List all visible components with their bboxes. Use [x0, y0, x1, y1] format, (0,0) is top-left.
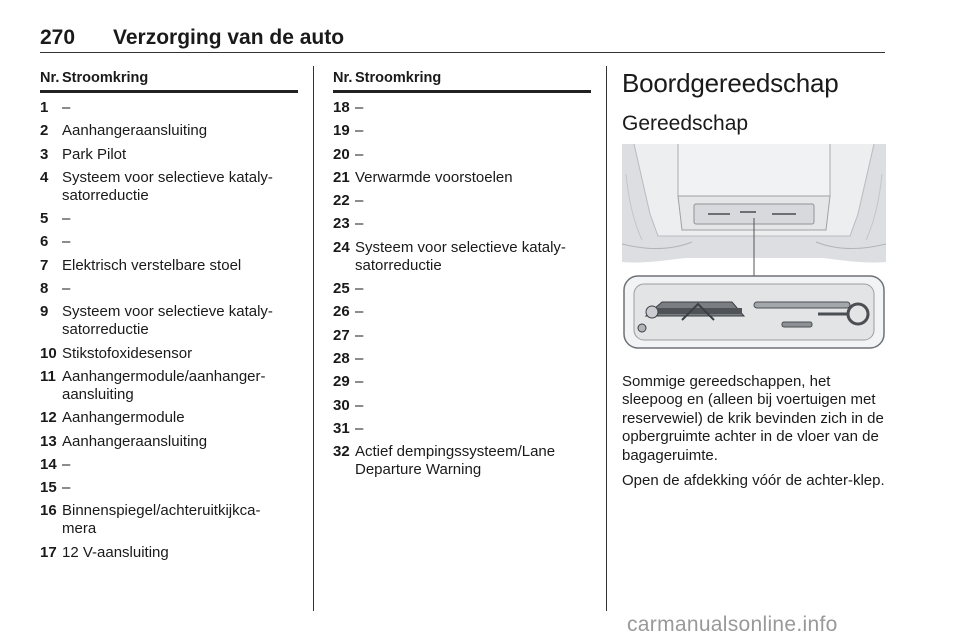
- table-body: [333, 99, 591, 479]
- section-subtitle: Gereedschap: [622, 112, 749, 135]
- row-number: 6: [40, 233, 49, 251]
- row-circuit: Elektrisch verstelbare stoel: [62, 256, 242, 274]
- row-number: 17: [40, 543, 57, 561]
- row-circuit: Systeem voor selectieve kataly- satorreductie: [62, 168, 273, 204]
- table-row: [40, 257, 298, 275]
- row-number: 31: [333, 419, 350, 437]
- row-circuit: –: [355, 280, 364, 298]
- row-circuit: –: [355, 145, 364, 163]
- table-header: [333, 66, 591, 93]
- table-row: [40, 345, 298, 363]
- table-row: [333, 303, 591, 321]
- row-circuit: –: [355, 192, 364, 210]
- row-circuit: Verwarmde voorstoelen: [355, 168, 513, 186]
- row-number: 30: [333, 396, 350, 414]
- row-number: 9: [40, 303, 49, 321]
- table-row: [40, 233, 298, 251]
- table-row: [333, 280, 591, 298]
- table-row: [333, 373, 591, 391]
- table-row: [40, 122, 298, 140]
- column-divider: [313, 66, 314, 611]
- row-number: 1: [40, 99, 49, 116]
- table-row: [40, 544, 298, 562]
- section-title: Boordgereedschap: [622, 68, 839, 98]
- table-row: [40, 502, 298, 538]
- row-number: 26: [333, 303, 350, 321]
- row-circuit: Aanhangeraansluiting: [62, 432, 208, 450]
- table-row: [333, 350, 591, 368]
- row-number: 23: [333, 215, 350, 233]
- table-row: [333, 239, 591, 275]
- row-number: 24: [333, 238, 350, 256]
- row-number: 5: [40, 210, 49, 228]
- row-circuit: Aanhangermodule/aanhanger- aansluiting: [62, 367, 266, 403]
- table-row: [40, 433, 298, 451]
- row-number: 32: [333, 443, 350, 461]
- row-circuit: –: [355, 303, 364, 321]
- table-row: [40, 368, 298, 404]
- table-row: [40, 303, 298, 339]
- table-row: [40, 99, 298, 117]
- column-divider: [606, 66, 607, 611]
- car-rear-drawing: [622, 144, 886, 278]
- row-number: 8: [40, 280, 49, 298]
- row-circuit: –: [355, 326, 364, 344]
- page-number: 270: [40, 26, 76, 49]
- table-row: [333, 192, 591, 210]
- row-circuit: –: [62, 99, 71, 116]
- table-header: [40, 66, 298, 93]
- table-row: [40, 169, 298, 205]
- row-circuit: –: [355, 122, 364, 140]
- row-number: 7: [40, 256, 49, 274]
- paragraph: Sommige gereedschappen, het sleepoog en (alleen bij voertuigen met reservewiel) de krik bevinden zich in de opbergruimte achter in de vloer van de bagageruimte.: [622, 373, 884, 464]
- row-circuit: –: [355, 396, 364, 414]
- table-row: [40, 409, 298, 427]
- row-circuit: Aanhangermodule: [62, 409, 185, 427]
- row-number: 21: [333, 168, 350, 186]
- tools-section: [622, 66, 886, 490]
- table-row: [333, 122, 591, 140]
- row-number: 25: [333, 280, 350, 298]
- table-row: [40, 146, 298, 164]
- row-number: 27: [333, 326, 350, 344]
- row-number: 13: [40, 432, 57, 450]
- row-number: 11: [40, 367, 56, 385]
- row-circuit: –: [62, 210, 71, 228]
- table-row: [333, 327, 591, 345]
- row-number: 4: [40, 168, 49, 186]
- row-number: 19: [333, 122, 350, 140]
- row-circuit: –: [62, 455, 71, 473]
- table-row: [40, 456, 298, 474]
- fuse-table-right: [333, 66, 591, 479]
- page-title: Verzorging van de auto: [113, 26, 345, 49]
- row-number: 15: [40, 479, 57, 497]
- tool-tray-detail: [624, 276, 884, 348]
- fuse-table-left: [40, 66, 298, 562]
- row-circuit: Systeem voor selectieve kataly- satorreductie: [355, 238, 566, 274]
- column-header-nr: Nr.: [40, 70, 60, 86]
- table-row: [333, 146, 591, 164]
- row-number: 18: [333, 99, 350, 116]
- row-number: 14: [40, 455, 57, 473]
- row-number: 2: [40, 122, 49, 140]
- row-circuit: Park Pilot: [62, 145, 127, 163]
- table-row: [40, 210, 298, 228]
- row-number: 3: [40, 145, 49, 163]
- watermark: carmanualsonline.info: [627, 613, 838, 636]
- row-number: 20: [333, 145, 350, 163]
- column-header-nr: Nr.: [333, 70, 353, 86]
- column-header-circuit: Stroomkring: [62, 70, 149, 86]
- table-row: [333, 169, 591, 187]
- row-circuit: –: [355, 349, 364, 367]
- tool-storage-illustration: [622, 144, 886, 352]
- row-number: 22: [333, 192, 350, 210]
- row-circuit: Binnenspiegel/achteruitkijkca- mera: [62, 502, 261, 538]
- row-circuit: Stikstofoxidesensor: [62, 344, 193, 362]
- column-header-circuit: Stroomkring: [355, 70, 442, 86]
- row-circuit: –: [62, 280, 71, 298]
- table-row: [333, 397, 591, 415]
- row-number: 29: [333, 373, 350, 391]
- table-body: [40, 99, 298, 562]
- row-number: 28: [333, 349, 350, 367]
- row-circuit: –: [62, 479, 71, 497]
- row-circuit: –: [355, 373, 364, 391]
- row-circuit: –: [355, 99, 364, 116]
- row-number: 16: [40, 502, 57, 520]
- row-number: 12: [40, 409, 57, 427]
- table-row: [333, 420, 591, 438]
- table-row: [333, 215, 591, 233]
- table-row: [333, 99, 591, 117]
- page-header: [40, 22, 885, 53]
- row-circuit: 12 V-aansluiting: [62, 543, 169, 561]
- paragraph: Open de afdekking vóór de achter-klep.: [622, 472, 885, 490]
- row-circuit: –: [355, 419, 364, 437]
- table-row: [333, 443, 591, 479]
- table-row: [40, 280, 298, 298]
- row-number: 10: [40, 344, 57, 362]
- row-circuit: –: [62, 233, 71, 251]
- row-circuit: –: [355, 215, 364, 233]
- row-circuit: Systeem voor selectieve kataly- satorreductie: [62, 303, 273, 339]
- table-row: [40, 479, 298, 497]
- row-circuit: Aanhangeraansluiting: [62, 122, 208, 140]
- row-circuit: Actief dempingssysteem/Lane Departure Warning: [355, 443, 556, 479]
